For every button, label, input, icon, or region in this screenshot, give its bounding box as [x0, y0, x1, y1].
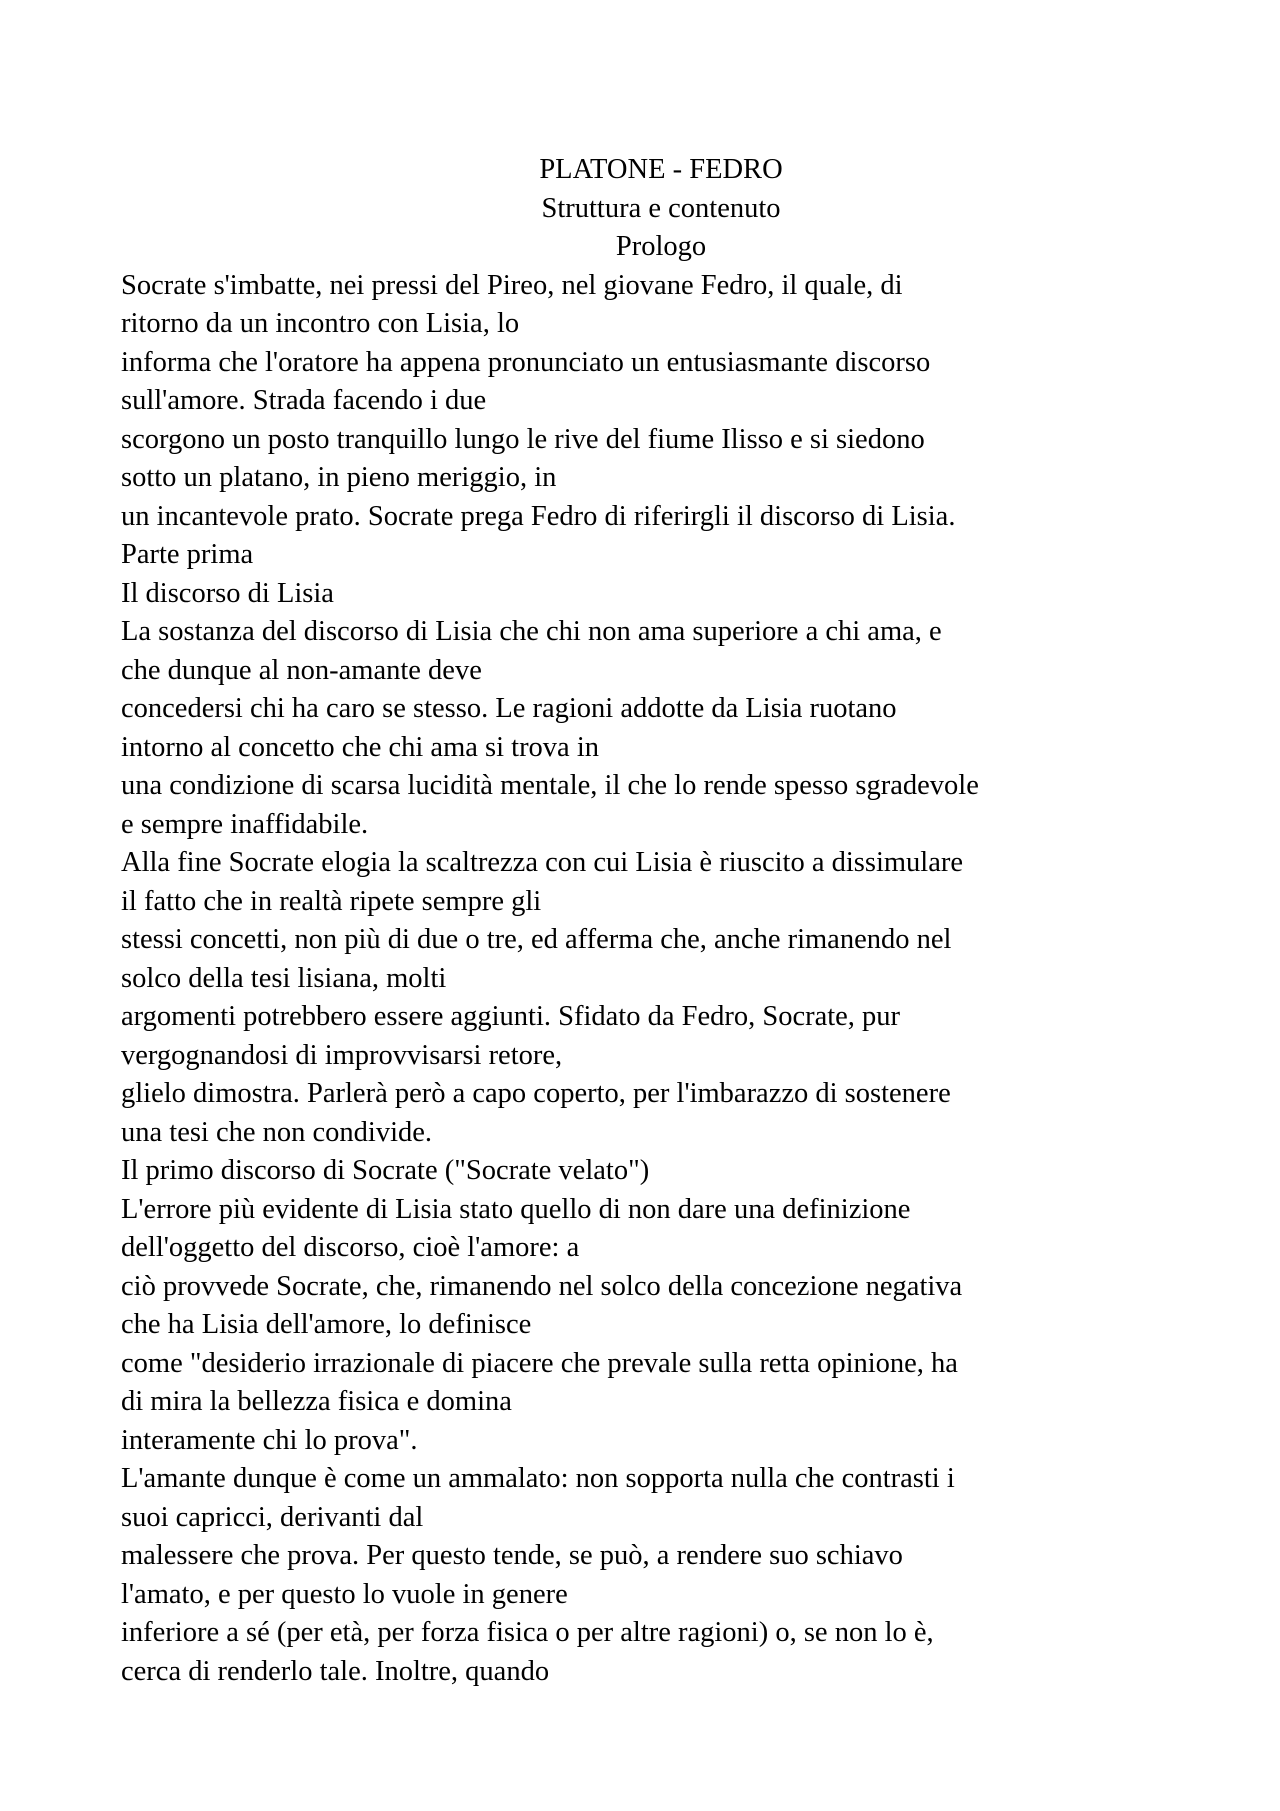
- text-line: il fatto che in realtà ripete sempre gli: [121, 885, 542, 917]
- text-line: glielo dimostra. Parlerà però a capo coperto, per l'imbarazzo di sostenere: [121, 1078, 951, 1109]
- text-line: l'amato, e per questo lo vuole in genere: [121, 1578, 568, 1610]
- text-line: La sostanza del discorso di Lisia che chi non ama superiore a chi ama, e: [121, 616, 942, 647]
- text-line: interamente chi lo prova".: [121, 1424, 418, 1456]
- text-line: intorno al concetto che chi ama si trova in: [121, 731, 600, 763]
- text-line: che ha Lisia dell'amore, lo definisce: [121, 1309, 532, 1340]
- text-line: ritorno da un incontro con Lisia, lo: [121, 308, 520, 339]
- text-line: dell'oggetto del discorso, cioè l'amore: a: [121, 1232, 580, 1263]
- text-line: L'amante dunque è come un ammalato: non sopporta nulla che contrasti i: [121, 1463, 955, 1494]
- text-line: stessi concetti, non più di due o tre, ed afferma che, anche rimanendo nel: [121, 924, 952, 955]
- text-line: vergognandosi di improvvisarsi retore,: [121, 1039, 563, 1071]
- text-line: e sempre inaffidabile.: [121, 808, 369, 840]
- text-line: concedersi chi ha caro se stesso. Le ragioni addotte da Lisia ruotano: [121, 693, 897, 724]
- text-line: Socrate s'imbatte, nei pressi del Pireo, nel giovane Fedro, il quale, di: [121, 269, 903, 301]
- text-lines: [121, 267, 1181, 1692]
- text-line: scorgono un posto tranquillo lungo le rive del fiume Ilisso e si siedono: [121, 423, 925, 455]
- text-line: una condizione di scarsa lucidità mentale, il che lo rende spesso sgradevole: [121, 770, 979, 801]
- text-line: una tesi che non condivide.: [121, 1116, 433, 1148]
- text-line: cerca di renderlo tale. Inoltre, quando: [121, 1655, 550, 1687]
- text-line: solco della tesi lisiana, molti: [121, 962, 447, 994]
- text-line: Parte prima: [121, 539, 254, 570]
- text-line: suoi capricci, derivanti dal: [121, 1501, 424, 1533]
- document-subtitle: Struttura e contenuto: [541, 192, 781, 224]
- text-line: ciò provvede Socrate, che, rimanendo nel solco della concezione negativa: [121, 1270, 963, 1302]
- text-line: Alla fine Socrate elogia la scaltrezza con cui Lisia è riuscito a dissimulare: [121, 847, 963, 878]
- text-line: Il primo discorso di Socrate ("Socrate velato"): [121, 1155, 650, 1186]
- text-line: informa che l'oratore ha appena pronunciato un entusiasmante discorso: [121, 346, 931, 378]
- text-line: sotto un platano, in pieno meriggio, in: [121, 462, 557, 493]
- document-body: [121, 151, 1181, 1691]
- section-heading: Prologo: [615, 231, 707, 262]
- text-line: Il discorso di Lisia: [121, 577, 334, 609]
- text-line: come "desiderio irrazionale di piacere che prevale sulla retta opinione, ha: [121, 1347, 958, 1379]
- text-line: un incantevole prato. Socrate prega Fedro di riferirgli il discorso di Lisia.: [121, 500, 956, 532]
- text-line: L'errore più evidente di Lisia stato quello di non dare una definizione: [121, 1193, 911, 1225]
- text-line: sull'amore. Strada facendo i due: [121, 385, 487, 416]
- text-line: che dunque al non-amante deve: [121, 654, 482, 686]
- document-title: PLATONE - FEDRO: [539, 154, 783, 185]
- text-line: di mira la bellezza fisica e domina: [121, 1386, 512, 1417]
- text-line: inferiore a sé (per età, per forza fisica o per altre ragioni) o, se non lo è,: [121, 1617, 934, 1648]
- text-line: argomenti potrebbero essere aggiunti. Sfidato da Fedro, Socrate, pur: [121, 1001, 901, 1032]
- text-line: malessere che prova. Per questo tende, se può, a rendere suo schiavo: [121, 1540, 903, 1571]
